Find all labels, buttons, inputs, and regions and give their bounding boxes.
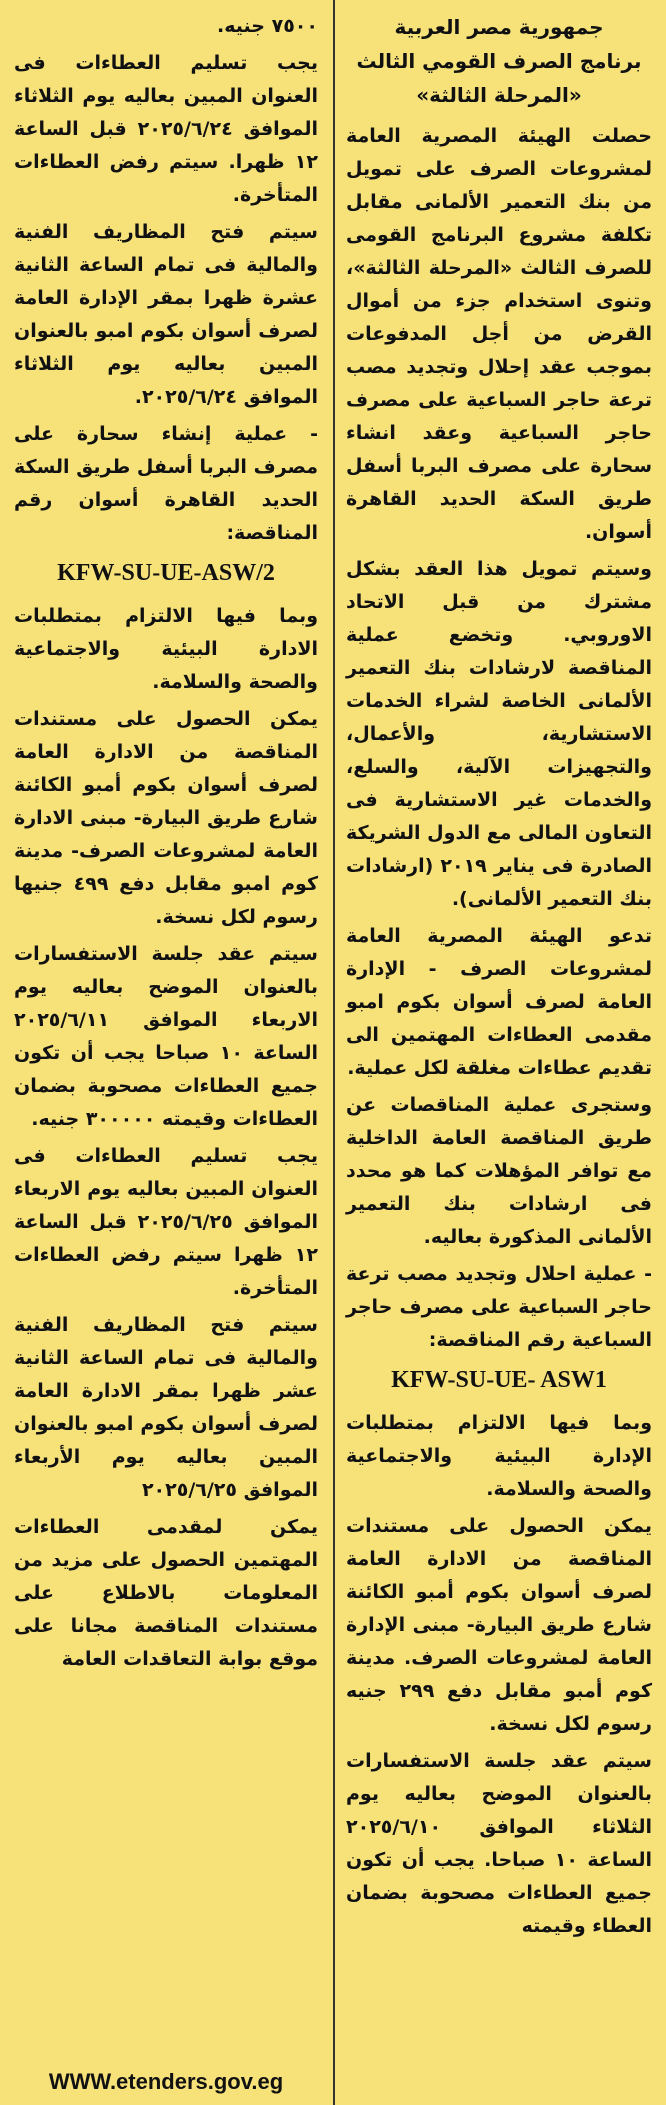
tender-code: KFW-SU-UE-ASW/2 — [57, 560, 275, 586]
paragraph: سيتم فتح المظاريف الفنية والمالية فى تمام الساعة الثانية عشرة ظهرا بمقر الإدارة العامة لصرف أسوان بكوم امبو بالعنوان المبين بعاليه يوم الثلاثاء الموافق ٢٠٢٥/٦/٢٤. — [14, 221, 318, 408]
header-line: برنامج الصرف القومي الثالث — [356, 49, 642, 73]
paragraph: حصلت الهيئة المصرية العامة لمشروعات الصرف على تمويل من بنك التعمير الألمانى مقابل تكلفة مشروع البرنامج القومى للصرف الثالث «المرحلة الثالثة»، وتنوى استخدام جزء من أموال القرض من أجل المدفوعات بموجب عقد إحلال وتجديد مصب ترعة حاجر السباعية على مصرف حاجر السباعية وعقد انشاء سحارة على مصرف البربا أسفل طريق السكة الحديد القاهرة أسوان. — [346, 125, 652, 543]
paragraph: يمكن الحصول على مستندات المناقصة من الادارة العامة لصرف أسوان بكوم أمبو الكائنة شارع طريق البيارة- مبنى الادارة العامة لمشروعات الصرف- مدينة كوم امبو مقابل دفع ٤٩٩ جنيها رسوم لكل نسخة. — [14, 708, 318, 928]
column-divider — [333, 0, 335, 2105]
paragraph: وستجرى عملية المناقصات عن طريق المناقصة العامة الداخلية مع توافر المؤهلات كما هو محدد فى ارشادات بنك التعمير الألمانى المذكورة بعاليه. — [346, 1094, 652, 1248]
paragraph: سيتم عقد جلسة الاستفسارات بالعنوان الموضح بعاليه يوم الاربعاء الموافق ٢٠٢٥/٦/١١ الساعة ١٠ صباحا يجب أن تكون جميع العطاءات مصحوبة بضمان العطاءات وقيمته ٣٠٠٠٠٠ جنيه. — [14, 943, 318, 1130]
paragraph: يجب تسليم العطاءات فى العنوان المبين بعاليه يوم الاربعاء الموافق ٢٠٢٥/٦/٢٥ قبل الساعة ١٢ ظهرا سيتم رفض العطاءات المتأخرة. — [14, 1145, 318, 1299]
paragraph: سيتم فتح المظاريف الفنية والمالية فى تمام الساعة الثانية عشر ظهرا بمقر الادارة العامة لصرف أسوان بكوم امبو بالعنوان المبين بعاليه يوم الأربعاء الموافق ٢٠٢٥/٦/٢٥ — [14, 1314, 318, 1501]
paragraph: - عملية إنشاء سحارة على مصرف البربا أسفل طريق السكة الحديد القاهرة أسوان رقم المناقصة: — [14, 423, 318, 544]
paragraph: سيتم عقد جلسة الاستفسارات بالعنوان الموضح بعاليه يوم الثلاثاء الموافق ٢٠٢٥/٦/١٠ الساعة ١٠ صباحا. يجب أن تكون جميع العطاءات مصحوبة بضمان العطاء وقيمته — [346, 1750, 652, 1937]
paragraph: وسيتم تمويل هذا العقد بشكل مشترك من قبل الاتحاد الاوروبي. وتخضع عملية المناقصة لارشادات بنك التعمير الألمانى الخاصة لشراء الخدمات الاستشارية، والأعمال، والتجهيزات الآلية، والسلع، والخدمات غير الاستشارية فى التعاون المالى مع الدول الشريكة الصادرة فى يناير ٢٠١٩ (ارشادات بنك التعمير الألمانى). — [346, 558, 652, 910]
paragraph: وبما فيها الالتزام بمتطلبات الإدارة البيئية والاجتماعية والصحة والسلامة. — [346, 1412, 652, 1500]
paragraph: يجب تسليم العطاءات فى العنوان المبين بعاليه يوم الثلاثاء الموافق ٢٠٢٥/٦/٢٤ قبل الساعة ١٢ ظهرا. سيتم رفض العطاءات المتأخرة. — [14, 52, 318, 206]
right-column — [332, 0, 666, 2105]
header-line: جمهورية مصر العربية — [394, 15, 604, 39]
paragraph: وبما فيها الالتزام بمتطلبات الادارة البيئية والاجتماعية والصحة والسلامة. — [14, 605, 318, 693]
website-link[interactable]: WWW.etenders.gov.eg — [48, 2069, 284, 2094]
paragraph: يمكن الحصول على مستندات المناقصة من الادارة العامة لصرف أسوان بكوم أمبو الكائنة شارع طريق البيارة- مبنى الإدارة العامة لمشروعات الصرف. مدينة كوم أمبو مقابل دفع ٢٩٩ جنيه رسوم لكل نسخة. — [346, 1515, 652, 1735]
paragraph: ٧٥٠٠ جنيه. — [217, 15, 318, 37]
paragraph: - عملية احلال وتجديد مصب ترعة حاجر السباعية على مصرف حاجر السباعية رقم المناقصة: — [346, 1263, 652, 1351]
header-line: «المرحلة الثالثة» — [416, 83, 582, 107]
paragraph: يمكن لمقدمى العطاءات المهتمين الحصول على مزيد من المعلومات بالاطلاع على مستندات المناقصة مجانا على موقع بوابة التعاقدات العامة — [14, 1516, 318, 1670]
paragraph: تدعو الهيئة المصرية العامة لمشروعات الصرف - الإدارة العامة لصرف أسوان بكوم امبو مقدمى العطاءات المهتمين الى تقديم عطاءات مغلقة لكل عملية. — [346, 925, 652, 1079]
left-column — [0, 0, 332, 2105]
tender-code: KFW-SU-UE- ASW1 — [391, 1367, 607, 1393]
